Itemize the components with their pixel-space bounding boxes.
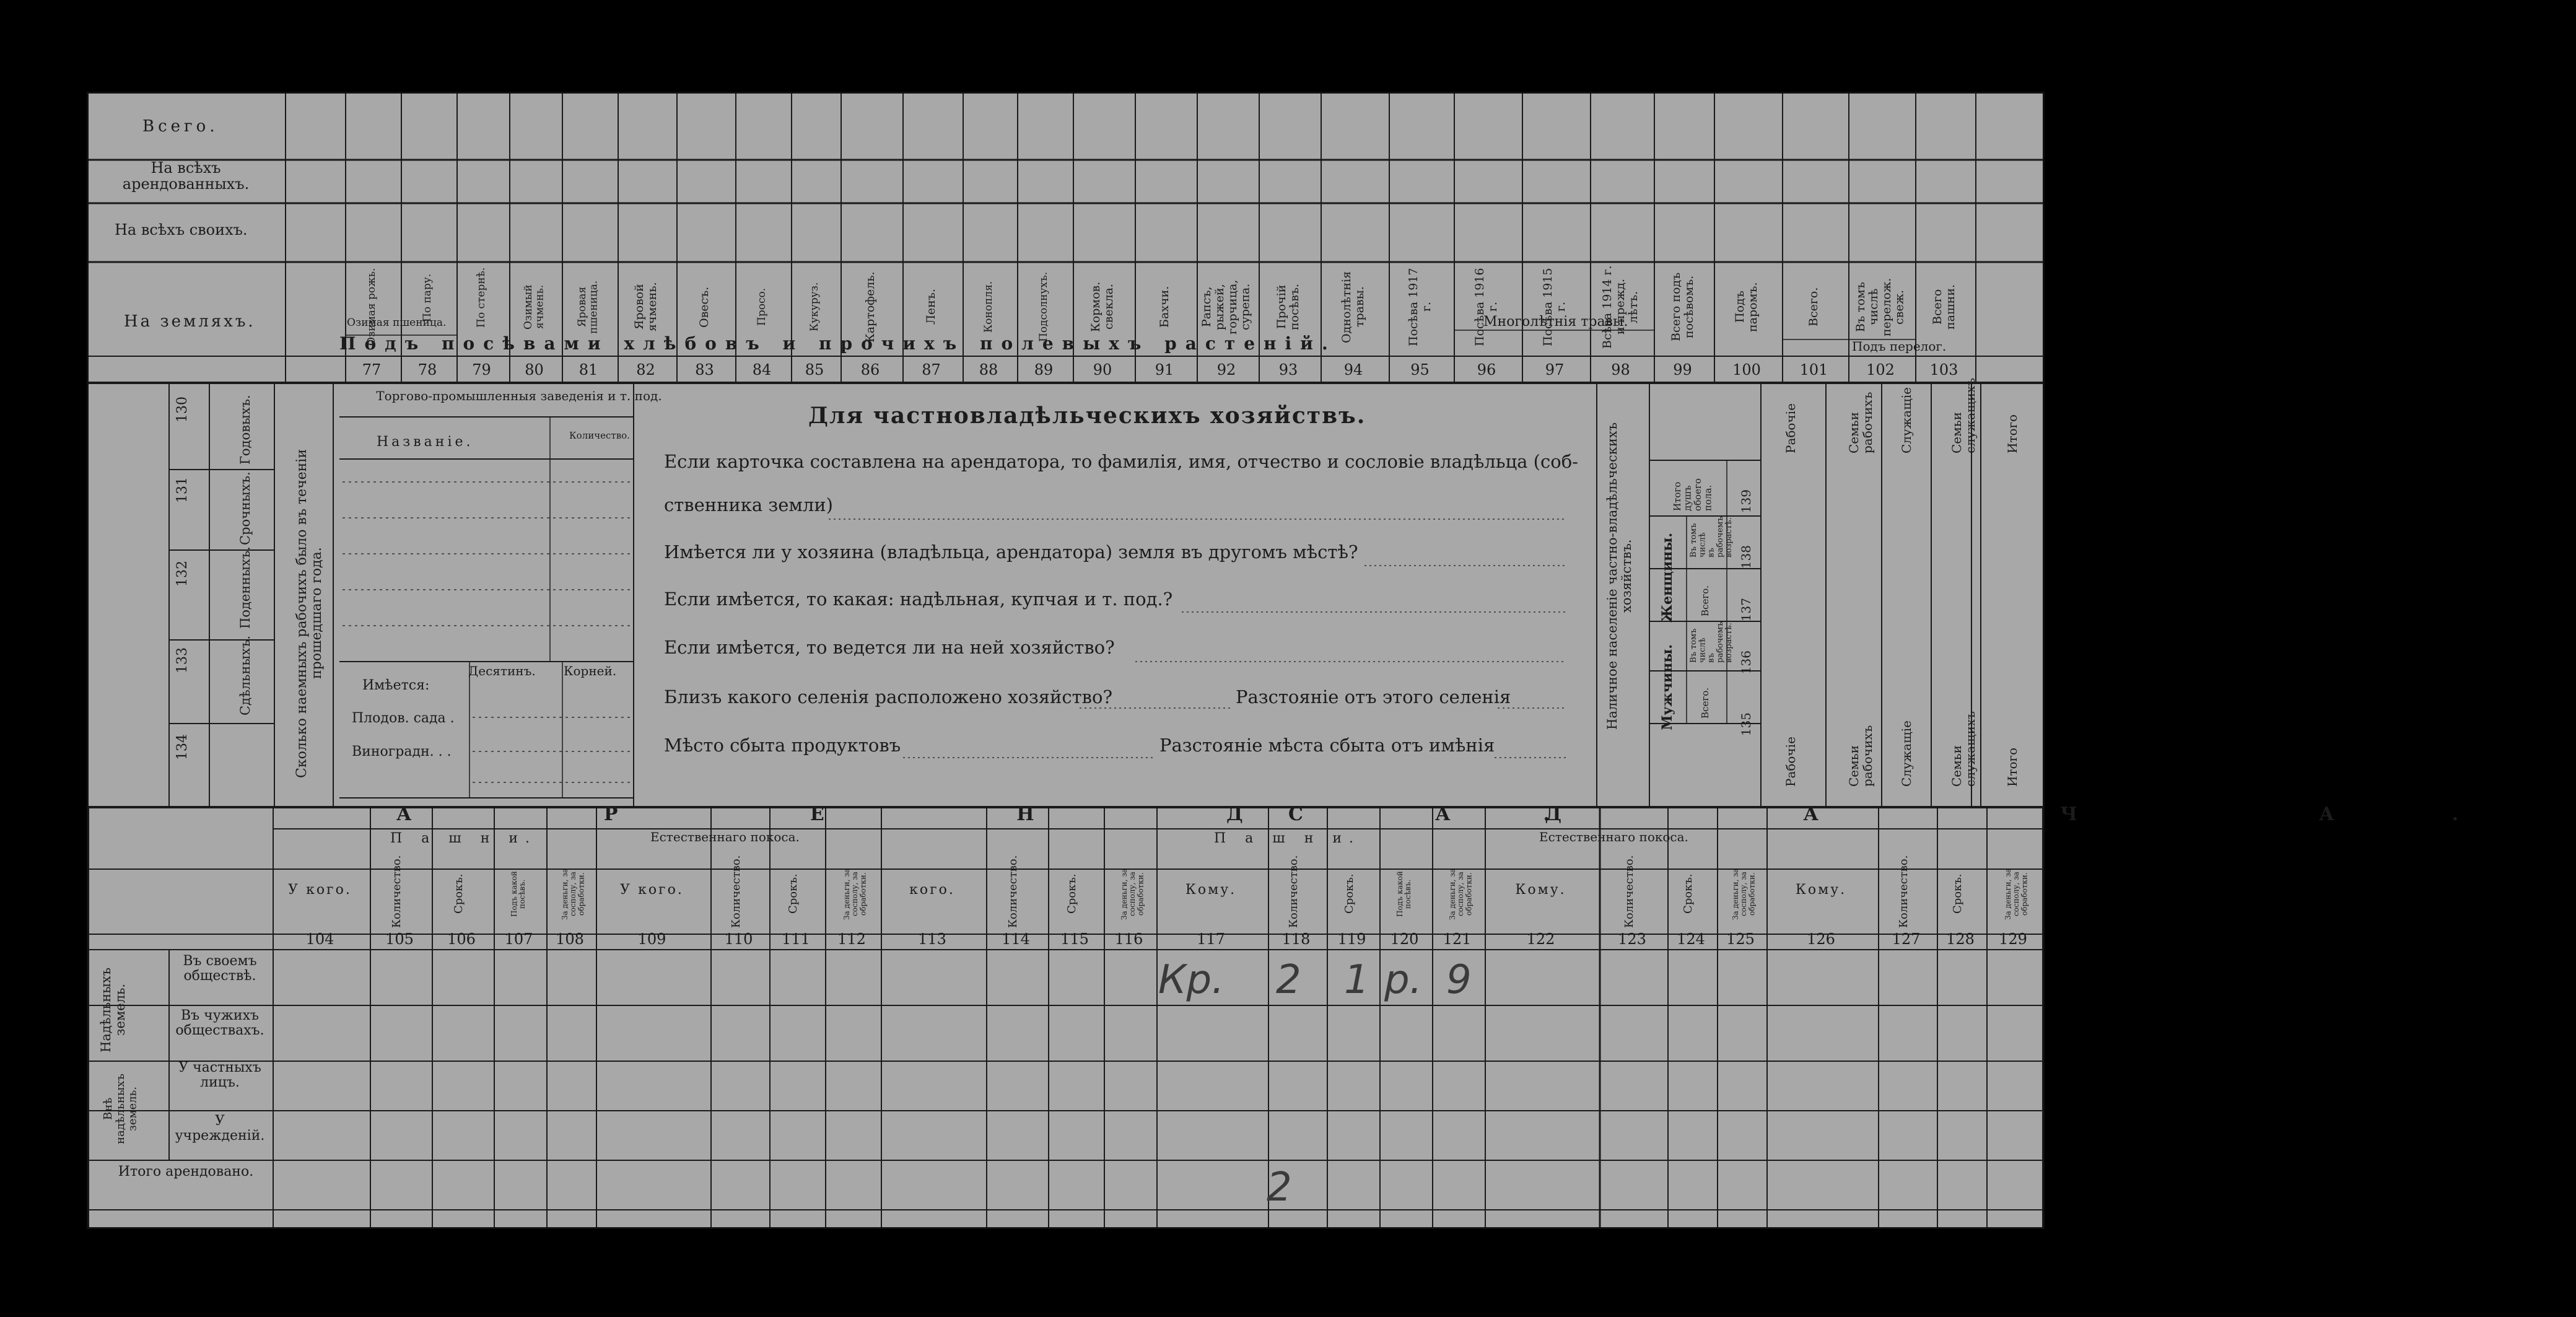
population-number: 137 <box>1739 598 1753 622</box>
lease-col-number: 124 <box>1677 930 1705 948</box>
lease-col-number: 118 <box>1281 930 1311 948</box>
crop-column-number: 94 <box>1343 361 1363 378</box>
crop-column-number: 99 <box>1673 361 1692 378</box>
crop-header: Всего. <box>1807 287 1821 326</box>
crop-header-cell <box>1713 263 1781 350</box>
crop-column-number: 85 <box>805 361 824 378</box>
lease-col-number: 107 <box>504 930 533 948</box>
lease-col-header: Количество. <box>1006 855 1019 928</box>
trade-col-name: Названіе. <box>377 434 474 450</box>
crop-column-number: 95 <box>1410 361 1430 378</box>
handwritten-entry: р. <box>1384 957 1422 1003</box>
crop-column-number: 83 <box>695 361 714 378</box>
question-4: Если имѣется, то ведется ли на ней хозяйство? <box>664 637 1115 658</box>
population-side-label-box <box>1598 396 1641 756</box>
crop-header: Озимая рожь. <box>365 268 378 346</box>
lease-col-header: Подъ какой посѣвъ. <box>1395 871 1412 917</box>
crop-header: Рапсъ, рыжей, горчица, сурепа. <box>1200 279 1252 335</box>
row-label-total: Всего. <box>142 117 219 136</box>
lease-col-header: Подъ какой посѣвъ. <box>509 871 526 917</box>
crop-column-number: 80 <box>525 361 544 378</box>
population-number: 139 <box>1739 489 1753 514</box>
question-3: Если имѣется, то какая: надѣльная, купчая и т. под.? <box>664 588 1173 610</box>
question-1a: Если карточка составлена на арендатора, то фамилія, имя, отчество и сословіе владѣльца (соб- <box>664 451 1578 472</box>
population-col-top: Служащіе <box>1899 387 1914 453</box>
arenda-title: А Р Е Н Д А. <box>396 803 1643 825</box>
lease-col-header: Количество. <box>729 855 743 928</box>
worker-row-number: 133 <box>175 647 190 673</box>
crop-header: Всего подъ посѣвомъ. <box>1669 272 1696 341</box>
crop-header: Яровой ячмень. <box>632 282 659 331</box>
crop-header: По пару. <box>421 273 434 322</box>
crop-column-number: 98 <box>1611 361 1630 378</box>
vineyard-label: Виноградн. . . <box>352 744 452 759</box>
crop-header: Озимый ячмень. <box>522 284 546 330</box>
crop-column-number: 82 <box>636 361 655 378</box>
worker-row-label: Годовыхъ. <box>238 395 253 465</box>
crop-header: Яровая пшеница. <box>576 279 600 334</box>
crop-header: Прочій посѣвъ. <box>1275 283 1301 330</box>
lease-col-number: 110 <box>724 930 753 948</box>
crop-header-cell <box>455 263 508 331</box>
handwritten-entry: 9 <box>1446 957 1472 1003</box>
handwritten-entry: 1 <box>1344 957 1369 1003</box>
crop-column-number: 91 <box>1155 361 1174 378</box>
crop-header: Посѣва 1915 г. <box>1541 267 1568 346</box>
crop-column-number: 96 <box>1477 361 1496 378</box>
lease-arenda-pokos: Естественнаго покоса. <box>650 829 800 844</box>
worker-row-number: 130 <box>175 396 190 422</box>
lease-col-header: Срокъ. <box>787 873 800 914</box>
lease-row-label: Въ своемъ обществѣ. <box>183 953 257 984</box>
crop-header-cell <box>1847 263 1914 350</box>
crop-header-cell <box>1387 263 1452 350</box>
crop-header: Посѣва 1917 г. <box>1406 267 1433 346</box>
question-6: Мѣсто сбыта продуктовъ <box>664 735 901 756</box>
lease-arenda-pashni: П а ш н и. <box>390 831 538 846</box>
lease-col-number: 116 <box>1114 930 1143 948</box>
hired-workers-side-label: Сколько наемныхъ рабочихъ было въ теченіи прошедшаго года. <box>294 448 325 778</box>
lease-col-header: Количество. <box>1286 855 1300 928</box>
has-label: Имѣется: <box>362 678 430 693</box>
lease-sdacha-pashni: П а ш н и. <box>1214 831 1361 846</box>
crop-column-number: 102 <box>1866 361 1895 378</box>
col-desyatin: Десятинъ. <box>468 663 536 678</box>
lease-col-header: За деньги, за сосполу, за обработки. <box>842 868 868 920</box>
handwritten-entry: 2 <box>1276 957 1301 1003</box>
population-side-label: Наличное населеніе частно-владѣльческихъ хозяйствъ. <box>1604 422 1634 730</box>
lease-group-nadel: Надѣльныхъ земель. <box>98 967 128 1052</box>
orchard-label: Плодов. сада . <box>352 711 455 726</box>
lease-row-label: У частныхъ лицъ. <box>178 1060 261 1091</box>
lease-col-number: 127 <box>1892 930 1921 948</box>
crop-header: Просо. <box>755 287 768 326</box>
lease-col-header: Срокъ. <box>452 873 465 914</box>
lease-col-header: Кому. <box>1185 882 1237 898</box>
crop-header-cell <box>1452 263 1521 350</box>
lease-col-number: 123 <box>1618 930 1646 948</box>
worker-row-number: 132 <box>175 561 190 587</box>
lease-col-number: 117 <box>1197 930 1225 948</box>
lease-col-header: За деньги, за сосполу, за обработки. <box>1447 868 1473 920</box>
trade-title: Торгово-промышленныя заведенія и т. под. <box>376 388 662 403</box>
question-5b: Разстояніе отъ этого селенія <box>1236 686 1511 707</box>
crop-header: Ленъ. <box>924 289 938 325</box>
population-total-both: Итого душъ обоего пола. <box>1672 478 1714 511</box>
row-label-lands: На земляхъ. <box>124 312 256 331</box>
crop-column-number: 77 <box>362 361 382 378</box>
lease-col-number: 106 <box>447 930 476 948</box>
lease-col-number: 120 <box>1390 930 1419 948</box>
crop-column-number: 87 <box>922 361 941 378</box>
crop-header: Овесъ. <box>697 286 712 328</box>
lease-col-number: 108 <box>556 930 584 948</box>
lease-col-number: 112 <box>837 930 866 948</box>
lease-col-header: Срокъ. <box>1342 873 1356 914</box>
population-col-top: Семьи служащихъ <box>1949 378 1978 453</box>
lease-total-label: Итого арендовано. <box>118 1164 254 1179</box>
crop-header: Всего пашни. <box>1930 284 1957 330</box>
question-5: Близъ какого селенія расположено хозяйство? <box>664 686 1113 707</box>
lease-col-header: кого. <box>909 882 955 898</box>
row-label-own: На всѣхъ своихъ. <box>115 221 248 238</box>
crop-header: Бахчи. <box>1157 286 1171 328</box>
lease-col-number: 104 <box>305 930 334 948</box>
population-col-top: Рабочіе <box>1783 403 1798 453</box>
crop-header-cell <box>1781 263 1847 350</box>
population-men-total: Всего. <box>1700 688 1711 719</box>
crop-column-number: 103 <box>1929 361 1958 378</box>
crop-column-number: 78 <box>417 361 437 378</box>
crop-column-number: 88 <box>979 361 998 378</box>
sdacha-title: С Д А Ч А. <box>1288 803 2576 825</box>
lease-sdacha-pokos: Естественнаго покоса. <box>1539 829 1688 844</box>
lease-col-number: 105 <box>385 930 414 948</box>
crop-header: Картофель. <box>863 271 877 343</box>
lease-col-number: 121 <box>1443 930 1472 948</box>
lease-col-header: Кому. <box>1795 882 1847 898</box>
lease-col-number: 109 <box>637 930 666 948</box>
lease-col-number: 129 <box>1999 930 2027 948</box>
crop-header: Подъ паромъ. <box>1733 281 1760 332</box>
crops-band-title: Подъ посѣвами хлѣбовъ и прочихъ полевыхъ растеній. <box>339 333 1337 354</box>
crop-column-number: 90 <box>1093 361 1112 378</box>
crop-header: Конопля. <box>982 281 995 333</box>
lease-col-number: 113 <box>918 930 946 948</box>
population-col-top: Семьи рабочихъ <box>1846 392 1875 453</box>
population-women: Женщины. <box>1659 533 1675 623</box>
lease-col-header: Срокъ. <box>1682 873 1695 914</box>
crop-column-number: 81 <box>579 361 598 378</box>
crop-column-number: 84 <box>752 361 772 378</box>
crop-header: Кукуруз. <box>808 282 821 331</box>
population-women-working: Въ томъ числѣ въ рабочемъ возрастѣ. <box>1689 516 1734 558</box>
crop-column-number: 93 <box>1278 361 1298 378</box>
population-col-bottom: Служащіе <box>1899 720 1914 787</box>
lease-col-header: Количество. <box>1623 855 1636 928</box>
crop-header-cell <box>1914 263 1974 350</box>
population-col-top: Итого <box>2005 414 2020 453</box>
question-2: Имѣется ли у хозяина (владѣльца, арендатора) земля въ другомъ мѣстѣ? <box>664 541 1358 562</box>
lease-col-number: 115 <box>1060 930 1089 948</box>
lease-group-vnenadel: Внѣ надѣльныхъ земель. <box>102 1074 139 1144</box>
lease-col-header: У кого. <box>620 882 684 898</box>
crop-header: Посѣва 1916 г. <box>1473 267 1500 346</box>
group-winter-wheat: Озимая пшеница. <box>347 317 447 329</box>
lease-col-number: 119 <box>1337 930 1366 948</box>
crop-header: Въ томъ числѣ перелож. свеж. <box>1854 277 1906 336</box>
col-roots: Корней. <box>564 663 617 678</box>
crop-header-cell <box>1521 263 1589 350</box>
trade-col-qty: Количество. <box>569 430 630 441</box>
worker-row-number: 134 <box>175 734 190 760</box>
question-6b: Разстояніе мѣста сбыта отъ имѣнія <box>1159 735 1495 756</box>
lease-col-header: За деньги, за сосполу, за обработки. <box>1731 868 1757 920</box>
population-men-working: Въ томъ числѣ въ рабочемъ возрастѣ. <box>1689 621 1734 663</box>
population-men: Мужчины. <box>1659 644 1675 730</box>
crop-column-number: 101 <box>1799 361 1828 378</box>
lease-col-header: За деньги, за сосполу, за обработки. <box>561 868 586 920</box>
lease-col-number: 111 <box>782 930 810 948</box>
crop-header: По стернѣ. <box>475 267 488 328</box>
question-1b: ственника земли) <box>664 494 833 515</box>
worker-row-label: Срочныхъ. <box>238 471 253 545</box>
group-perennial-grasses: Многолѣтнія травы. <box>1483 314 1628 330</box>
crop-column-number: 100 <box>1732 361 1761 378</box>
crop-header: Однолѣтнія травы. <box>1340 270 1366 343</box>
crop-header: Кормов. свекла. <box>1089 281 1116 332</box>
lease-col-number: 125 <box>1726 930 1755 948</box>
crop-column-number: 97 <box>1545 361 1565 378</box>
population-col-bottom: Семьи рабочихъ <box>1846 725 1875 787</box>
crop-column-number: 92 <box>1216 361 1236 378</box>
lease-col-header: Количество. <box>1897 855 1910 928</box>
lease-col-header: За деньги, за сосполу, за обработки. <box>1119 868 1145 920</box>
lease-col-number: 122 <box>1526 930 1555 948</box>
population-number: 136 <box>1739 650 1753 675</box>
crop-header-cell <box>1589 263 1653 350</box>
population-col-bottom: Итого <box>2005 747 2020 787</box>
population-col-bottom: Рабочіе <box>1783 737 1798 787</box>
crop-header: Подсолнухъ. <box>1037 271 1050 342</box>
row-label-leased: На всѣхъ арендованныхъ. <box>122 159 250 193</box>
handwritten-entry: Кр. <box>1158 957 1225 1003</box>
hired-workers-side-label-box <box>288 427 331 799</box>
crop-header-cell <box>1653 263 1713 350</box>
worker-row-label: Сдѣльныхъ. <box>238 635 253 715</box>
crop-column-number: 86 <box>860 361 880 378</box>
lease-col-number: 126 <box>1807 930 1835 948</box>
worker-row-label: Поденныхъ. <box>238 546 253 629</box>
lease-col-header: У кого. <box>288 882 352 898</box>
lease-col-header: Срокъ. <box>1065 873 1078 914</box>
lease-row-label: Въ чужихъ обществахъ. <box>175 1008 264 1039</box>
group-fallow: Подъ перелог. <box>1852 339 1947 354</box>
lease-col-header: За деньги, за сосполу, за обработки. <box>2004 868 2029 920</box>
crop-header: Всѣва 1914 г. и прежд. лѣтъ. <box>1600 265 1640 349</box>
lease-col-number: 128 <box>1946 930 1975 948</box>
private-title: Для частновладѣльческихъ хозяйствъ. <box>808 403 1366 429</box>
lease-row-label: У учрежденій. <box>175 1113 265 1144</box>
lease-col-header: Кому. <box>1515 882 1566 898</box>
crop-column-number: 79 <box>472 361 491 378</box>
population-number: 138 <box>1739 545 1753 569</box>
lease-col-header: Срокъ. <box>1951 873 1964 914</box>
lease-col-number: 114 <box>1002 930 1030 948</box>
population-col-bottom: Семьи служащихъ <box>1949 711 1978 787</box>
lease-col-header: Количество. <box>390 855 403 928</box>
population-number: 135 <box>1739 712 1753 737</box>
worker-row-number: 131 <box>175 477 190 503</box>
handwritten-total: 2 <box>1267 1165 1292 1210</box>
crop-column-number: 89 <box>1034 361 1054 378</box>
population-women-total: Всего. <box>1700 585 1711 616</box>
